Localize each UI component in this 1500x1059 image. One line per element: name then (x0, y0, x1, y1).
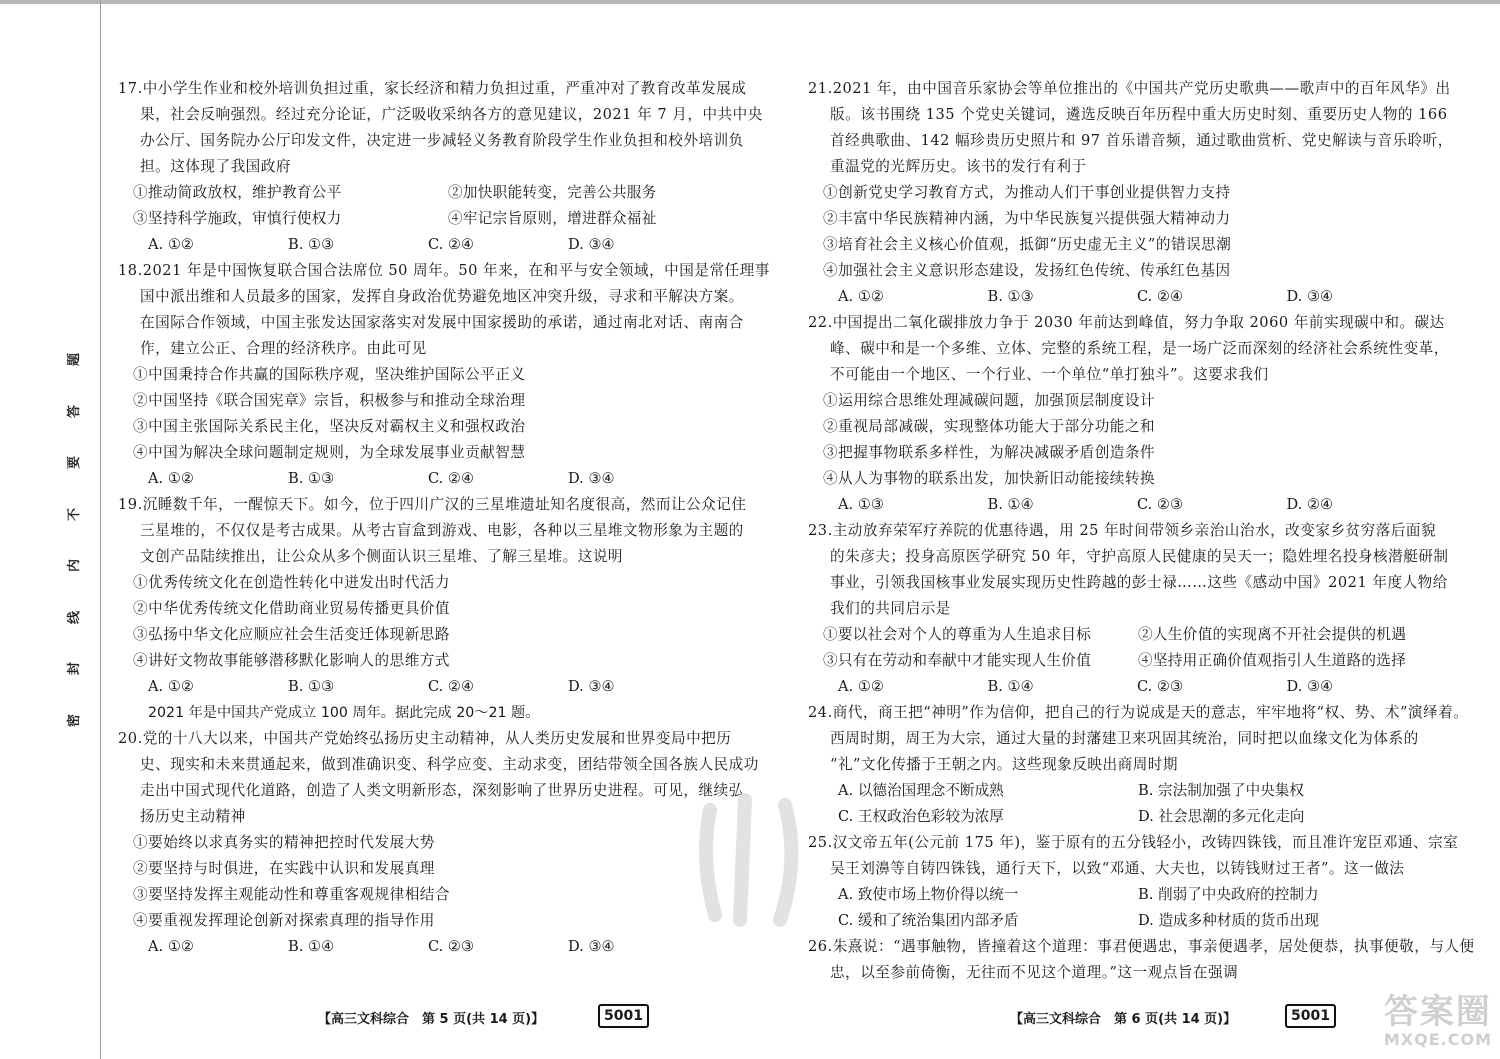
question-stem: 18.2021 年是中国恢复联合国合法席位 50 周年。50 年来，在和平与安全领域，中国是常任理事 (118, 262, 770, 279)
option-item: ②中华优秀传统文化借助商业贸易传播更具价值 (133, 600, 450, 617)
option-item: ③中国主张国际关系民主化，坚决反对霸权主义和强权政治 (133, 418, 526, 435)
answer-choice: D. ③④ (568, 470, 615, 487)
answer-choice: D. ③④ (568, 236, 615, 253)
answer-choices (808, 284, 1436, 310)
question-stem: 版。该书围绕 135 个党史关键词，遴选反映百年历程中重大历史时刻、重要历史人物的 166 (830, 106, 1448, 123)
answer-choice: B. ①③ (288, 236, 335, 253)
option-item: ①要以社会对个人的尊重为人生追求目标 (823, 626, 1092, 643)
watermark-logo-icon (690, 780, 810, 940)
question-21 (808, 76, 1453, 310)
binding-text (58, 350, 88, 730)
question-18 (118, 258, 770, 492)
question-stem: 三星堆的，不仅仅是考古成果。从考古盲盒到游戏、电影，各种以三星堆文物形象为主题的 (140, 522, 744, 539)
option-item: ②人生价值的实现离不开社会提供的机遇 (1138, 626, 1407, 643)
answer-choice: B. 宗法制加强了中央集权 (1138, 782, 1304, 799)
watermark-title: 答案圈 (1383, 992, 1492, 1032)
question-stem: 作，建立公正、合理的经济秩序。由此可见 (140, 340, 427, 357)
option-item: ①运用综合思维处理减碳问题，加强顶层制度设计 (823, 392, 1156, 409)
option-item: ①推动简政放权，维护教育公平 (133, 184, 342, 201)
answer-choice: B. 削弱了中央政府的控制力 (1138, 886, 1319, 903)
question-stem: 吴王刘濞等自铸四铢钱，通行天下，以致“邓通、大夫也，以铸钱财过王者”。这一做法 (830, 860, 1405, 877)
answer-choice: D. 造成多种材质的货币出现 (1138, 912, 1319, 929)
answer-choices (118, 934, 708, 960)
answer-choice: D. ③④ (1286, 288, 1334, 305)
answer-choice: D. ③④ (568, 678, 615, 695)
binding-char: 要 (67, 456, 83, 470)
answer-choice: D. 社会思潮的多元化走向 (1138, 808, 1305, 825)
answer-choice: A. ①③ (838, 496, 884, 513)
answer-choice: A. ①② (148, 236, 194, 253)
answer-choice: C. ②④ (428, 470, 475, 487)
answer-choice: A. ①② (148, 470, 194, 487)
binding-line (100, 0, 101, 1059)
page-footer-right: 【高三文科综合 第 6 页(共 14 页)】 (1010, 1012, 1237, 1027)
question-stem: 17.中小学生作业和校外培训负担过重，家长经济和精力负担过重，严重冲对了教育改革发展成 (118, 80, 747, 97)
option-item: ④牢记宗旨原则，增进群众福祉 (448, 210, 657, 227)
option-item: ④坚持用正确价值观指引人生道路的选择 (1138, 652, 1407, 669)
option-item: ④要重视发挥理论创新对探索真理的指导作用 (133, 912, 435, 929)
option-item: ①创新党史学习教育方式，为推动人们干事创业提供智力支持 (823, 184, 1231, 201)
answer-choice: A. ①② (148, 678, 194, 695)
question-stem: 忠，以至参前倚衡，无往而不见这个道理。”这一观点旨在强调 (830, 964, 1239, 981)
option-item: ①要始终以求真务实的精神把控时代发展大势 (133, 834, 435, 851)
answer-choices (118, 232, 708, 258)
answer-choice: B. ①④ (288, 938, 335, 955)
answer-choice: C. ②④ (1137, 288, 1184, 305)
option-item: ④讲好文物故事能够潜移默化影响人的思维方式 (133, 652, 450, 669)
answer-choices (808, 778, 1436, 830)
answer-choice: A. ①② (148, 938, 194, 955)
answer-choice: D. ③④ (1286, 678, 1334, 695)
site-watermark (1384, 994, 1492, 1049)
question-24 (808, 700, 1469, 830)
option-item: ①中国秉持合作共赢的国际秩序观，坚决维护国际公平正义 (133, 366, 526, 383)
option-item: ④中国为解决全球问题制定规则，为全球发展事业贡献智慧 (133, 444, 526, 461)
page-footer-left: 【高三文科综合 第 5 页(共 14 页)】 (318, 1012, 545, 1027)
option-item: ③弘扬中华文化应顺应社会生活变迁体现新思路 (133, 626, 450, 643)
option-grid (808, 622, 1436, 674)
answer-choice: B. ①④ (987, 496, 1034, 513)
right-column (808, 76, 1475, 986)
question-17 (118, 76, 763, 258)
answer-choice: D. ②④ (1286, 496, 1334, 513)
left-column (118, 76, 770, 960)
question-stem: 重温党的光辉历史。该书的发行有利于 (830, 158, 1087, 175)
answer-choice: C. 王权政治色彩较为浓厚 (838, 808, 1004, 825)
question-stem: 在国际合作领域，中国主张发达国家落实对发展中国家援助的承诺，通过南北对话、南南合 (140, 314, 744, 331)
binding-char: 不 (67, 507, 83, 521)
question-stem: 峰、碳中和是一个多维、立体、完整的系统工程，是一场广泛而深刻的经济社会系统性变革， (830, 340, 1449, 357)
answer-choices (808, 492, 1436, 518)
question-stem: 我们的共同启示是 (830, 600, 951, 617)
answer-choice: C. ②④ (428, 678, 475, 695)
question-stem: 国中派出维和人员最多的国家，发挥自身政治优势避免地区冲突升级，寻求和平解决方案。 (140, 288, 744, 305)
question-stem: 的朱彦夫；投身高原医学研究 50 年，守护高原人民健康的吴天一；隐姓埋名投身核潜艇研制 (830, 548, 1449, 565)
answer-choices (808, 674, 1436, 700)
binding-char: 答 (67, 404, 83, 418)
question-stem: 扬历史主动精神 (140, 808, 246, 825)
question-stem: “礼”文化传播于王朝之内。这些现象反映出商周时期 (830, 756, 1178, 773)
binding-char: 内 (67, 559, 83, 573)
question-26 (808, 934, 1475, 986)
question-stem: 26.朱熹说：“遇事触物，皆撞着这个道理：事君便遇忠，事亲便遇孝，居处便恭，执事便敬，与人便 (808, 938, 1475, 955)
answer-choice: C. ②③ (1137, 496, 1184, 513)
answer-choice: A. ①② (838, 288, 884, 305)
top-rule (0, 0, 1500, 4)
answer-choice: D. ③④ (568, 938, 615, 955)
paper-code-badge-left: 5001 (598, 1004, 649, 1028)
option-item: ③培育社会主义核心价值观，抵御“历史虚无主义”的错误思潮 (823, 236, 1232, 253)
question-stem: 不可能由一个地区、一个行业、一个单位“单打独斗”。这要求我们 (830, 366, 1269, 383)
option-grid (118, 180, 708, 232)
option-item: ②加快职能转变，完善公共服务 (448, 184, 657, 201)
option-item: ①优秀传统文化在创造性转化中迸发出时代活力 (133, 574, 450, 591)
question-25 (808, 830, 1459, 934)
binding-char: 线 (67, 610, 83, 624)
answer-choices (118, 466, 708, 492)
question-20 (118, 726, 759, 960)
option-item: ③只有在劳动和奉献中才能实现人生价值 (823, 652, 1092, 669)
option-item: ③要坚持发挥主观能动性和尊重客观规律相结合 (133, 886, 450, 903)
binding-char: 题 (67, 352, 83, 367)
answer-choice: C. ②③ (1137, 678, 1184, 695)
question-19 (118, 492, 747, 700)
answer-choice: A. ①② (838, 678, 884, 695)
binding-char: 密 (67, 713, 83, 727)
question-stem: 25.汉文帝五年(公元前 175 年)，鉴于原有的五分钱轻小，改铸四铢钱，而且准许宠臣邓通、宗室 (808, 834, 1459, 851)
answer-choice: B. ①③ (288, 678, 335, 695)
question-stem: 文创产品陆续推出，让公众从多个侧面认识三星堆、了解三星堆。这说明 (140, 548, 624, 565)
question-stem: 果，社会反响强烈。经过充分论证，广泛吸收采纳各方的意见建议，2021 年 7 月，中共中央 (140, 106, 763, 123)
question-stem: 首经典歌曲、142 幅珍贵历史照片和 97 首乐谱音频，通过歌曲赏析、党史解读与音乐聆听， (830, 132, 1453, 149)
answer-choice: B. ①③ (987, 288, 1034, 305)
answer-choice: B. ①③ (288, 470, 335, 487)
answer-choice: A. 致使市场上物价得以统一 (838, 886, 1019, 903)
group-intro: 2021 年是中国共产党成立 100 周年。据此完成 20～21 题。 (148, 705, 540, 721)
answer-choice: B. ①④ (987, 678, 1034, 695)
question-stem: 24.商代，商王把“神明”作为信仰，把自己的行为说成是天的意志，牢牢地将“权、势、术”演绎着。 (808, 704, 1469, 721)
question-22 (808, 310, 1449, 518)
option-item: ③把握事物联系多样性，为解决减碳矛盾创造条件 (823, 444, 1156, 461)
answer-choices (808, 882, 1436, 934)
option-item: ②中国坚持《联合国宪章》宗旨，积极参与和推动全球治理 (133, 392, 526, 409)
question-stem: 22.中国提出二氧化碳排放力争于 2030 年前达到峰值，努力争取 2060 年前实现碳中和。碳达 (808, 314, 1445, 331)
option-item: ④加强社会主义意识形态建设，发扬红色传统、传承红色基因 (823, 262, 1231, 279)
question-stem: 20.党的十八大以来，中国共产党始终弘扬历史主动精神，从人类历史发展和世界变局中把历 (118, 730, 732, 747)
question-23 (808, 518, 1449, 700)
binding-char: 封 (67, 662, 83, 676)
option-item: ②丰富中华民族精神内涵，为中华民族复兴提供强大精神动力 (823, 210, 1231, 227)
question-stem: 21.2021 年，由中国音乐家协会等单位推出的《中国共产党历史歌典——歌声中的百年风华》出 (808, 80, 1451, 97)
option-item: ④从人为事物的联系出发，加快新旧动能接续转换 (823, 470, 1156, 487)
answer-choices (118, 674, 708, 700)
question-stem: 西周时期，周王为大宗，通过大量的封藩建卫来巩固其统治，同时把以血缘文化为体系的 (830, 730, 1419, 747)
question-stem: 办公厅、国务院办公厅印发文件，决定进一步减轻义务教育阶段学生作业负担和校外培训负 (140, 132, 744, 149)
question-stem: 走出中国式现代化道路，创造了人类文明新形态，深刻影响了世界历史进程。可见，继续弘 (140, 782, 744, 799)
paper-code-badge-right: 5001 (1285, 1004, 1336, 1028)
question-stem: 事业，引领我国核事业发展实现历史性跨越的彭士禄……这些《感动中国》2021 年度人物给 (830, 574, 1448, 591)
question-stem: 23.主动放弃荣军疗养院的优惠待遇，用 25 年时间带领乡亲治山治水，改变家乡贫穷落后面貌 (808, 522, 1437, 539)
watermark-domain: MXQE.COM (1383, 1030, 1492, 1049)
answer-choice: C. ②③ (428, 938, 475, 955)
question-stem: 史、现实和未来贯通起来，做到准确识变、科学应变、主动求变，团结带领全国各族人民成功 (140, 756, 759, 773)
question-stem: 19.沉睡数千年，一醒惊天下。如今，位于四川广汉的三星堆遗址知名度很高，然而让公众记住 (118, 496, 747, 513)
option-item: ③坚持科学施政，审慎行使权力 (133, 210, 342, 227)
answer-choice: C. 缓和了统治集团内部矛盾 (838, 912, 1019, 929)
option-item: ②重视局部减碳，实现整体功能大于部分功能之和 (823, 418, 1156, 435)
answer-choice: C. ②④ (428, 236, 475, 253)
option-item: ②要坚持与时俱进，在实践中认识和发展真理 (133, 860, 435, 877)
answer-choice: A. 以德治国理念不断成熟 (838, 782, 1004, 799)
question-stem: 担。这体现了我国政府 (140, 158, 291, 175)
